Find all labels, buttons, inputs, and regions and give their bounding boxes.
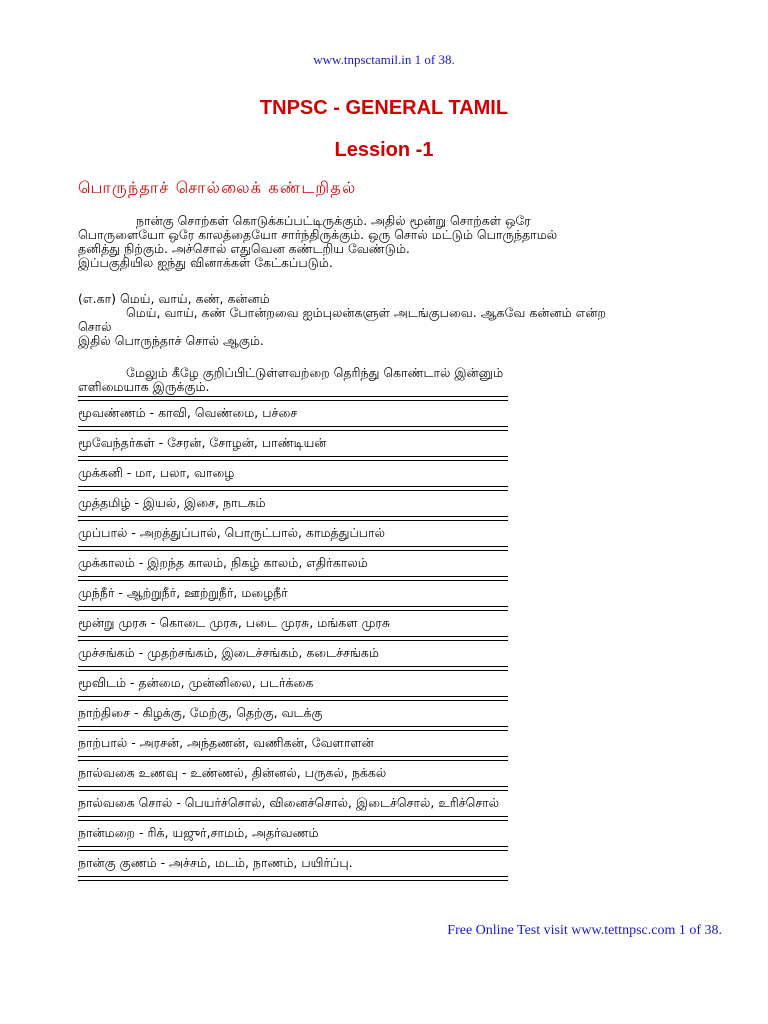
- divider-line: [78, 846, 508, 851]
- list-item-text: மூவண்ணம் - காவி, வெண்மை, பச்சை: [78, 405, 298, 420]
- list-item: [78, 606, 548, 636]
- list-item-text: மூவேந்தர்கள் - சேரன், சோழன், பாண்டியன்: [78, 435, 327, 450]
- list-item: [78, 846, 548, 876]
- list-item: [78, 636, 548, 666]
- list-item-text: நால்வகை உணவு - உண்ணல், தின்னல், பருகல், நக்கல்: [78, 765, 387, 780]
- example-line: இதில் பொருந்தாச் சொல் ஆகும்.: [78, 333, 264, 348]
- list-item-text: நாற்பால் - அரசன், அந்தணன், வணிகன், வேளாளன்: [78, 735, 374, 750]
- intro-paragraph: [78, 214, 678, 270]
- list-item: [78, 786, 548, 816]
- divider-line: [78, 726, 508, 731]
- example-paragraph: [78, 292, 678, 348]
- list-item: [78, 516, 548, 546]
- list-item: [78, 666, 548, 696]
- divider-line: [78, 756, 508, 761]
- divider-line: [78, 636, 508, 641]
- list-item: [78, 456, 548, 486]
- list-item-text: முக்காலம் - இறந்த காலம், நிகழ் காலம், எதிர்காலம்: [78, 555, 368, 570]
- intro-line: தனித்து நிற்கும். அச்சொல் எதுவென கண்டறிய வேண்டும்.: [78, 241, 410, 256]
- term-list: [78, 396, 548, 876]
- list-item-text: மூன்று முரசு - கொடை முரசு, படை முரசு, மங்கள முரசு: [78, 615, 391, 630]
- example-line: (எ.கா) மெய், வாய், கண், கன்னம்: [78, 291, 270, 306]
- list-item: [78, 726, 548, 756]
- note-paragraph: [78, 366, 678, 394]
- list-item: [78, 576, 548, 606]
- note-line: மேலும் கீழே குறிப்பிட்டுள்ளவற்றை தெரிந்து கொண்டால் இன்னும்: [126, 365, 504, 380]
- list-item: [78, 756, 548, 786]
- list-item-text: நான்கு குணம் - அச்சம், மடம், நாணம், பயிர்ப்பு.: [78, 855, 353, 870]
- divider-line: [78, 876, 508, 881]
- intro-line: பொருளையோ ஒரே காலத்தையோ சார்ந்திருக்கும். ஒரு சொல் மட்டும் பொருந்தாமல்: [78, 227, 558, 242]
- list-item: [78, 486, 548, 516]
- list-item-text: நான்மறை - ரிக், யஜுர்,சாமம், அதர்வணம்: [78, 825, 319, 840]
- intro-line: இப்பகுதியில ஐந்து வினாக்கள் கேட்கப்படும்.: [78, 255, 333, 270]
- note-line: எளிமையாக இருக்கும்.: [78, 379, 210, 394]
- list-item: [78, 396, 548, 426]
- list-item-text: முந்நீர் - ஆற்றுநீர், ஊற்றுநீர், மழைநீர்: [78, 585, 288, 600]
- example-line: மெய், வாய், கண் போன்றவை ஐம்புலன்களுள் அடங்குபவை. ஆகவே கன்னம் என்ற: [126, 305, 606, 320]
- divider-line: [78, 456, 508, 461]
- intro-line: நான்கு சொற்கள் கொடுக்கப்பட்டிருக்கும். அதில் மூன்று சொற்கள் ஒரே: [136, 213, 531, 228]
- divider-line: [78, 396, 508, 401]
- divider-line: [78, 786, 508, 791]
- list-item-text: முச்சங்கம் - முதற்சங்கம், இடைச்சங்கம், கடைச்சங்கம்: [78, 645, 379, 660]
- list-item: [78, 426, 548, 456]
- divider-line: [78, 666, 508, 671]
- divider-line: [78, 816, 508, 821]
- list-item: [78, 546, 548, 576]
- list-item: [78, 816, 548, 846]
- divider-line: [78, 696, 508, 701]
- list-item-text: மூவிடம் - தன்மை, முன்னிலை, படர்க்கை: [78, 675, 314, 690]
- page-header-link[interactable]: www.tnpsctamil.in 1 of 38.: [313, 52, 455, 67]
- divider-line: [78, 426, 508, 431]
- page-title: TNPSC - GENERAL TAMIL: [259, 97, 509, 119]
- divider-line: [78, 486, 508, 491]
- divider-line: [78, 546, 508, 551]
- list-item-text: நாற்திசை - கிழக்கு, மேற்கு, தெற்கு, வடக்கு: [78, 705, 323, 720]
- list-item-text: முப்பால் - அறத்துப்பால், பொருட்பால், காமத்துப்பால்: [78, 525, 386, 540]
- section-title: பொருந்தாச் சொல்லைக் கண்டறிதல்: [78, 178, 357, 197]
- divider-line: [78, 606, 508, 611]
- list-item-text: முத்தமிழ் - இயல், இசை, நாடகம்: [78, 495, 266, 510]
- divider-line: [78, 516, 508, 521]
- footer-link[interactable]: Free Online Test visit www.tettnpsc.com 1 of 38.: [447, 923, 722, 938]
- divider-line: [78, 576, 508, 581]
- list-item-text: முக்கனி - மா, பலா, வாழை: [78, 465, 235, 480]
- list-item-text: நால்வகை சொல் - பெயர்ச்சொல், வினைச்சொல், இடைச்சொல், உரிச்சொல்: [78, 795, 500, 810]
- example-line: சொல்: [78, 319, 112, 334]
- list-item: [78, 696, 548, 726]
- lesson-heading: Lession -1: [334, 139, 434, 161]
